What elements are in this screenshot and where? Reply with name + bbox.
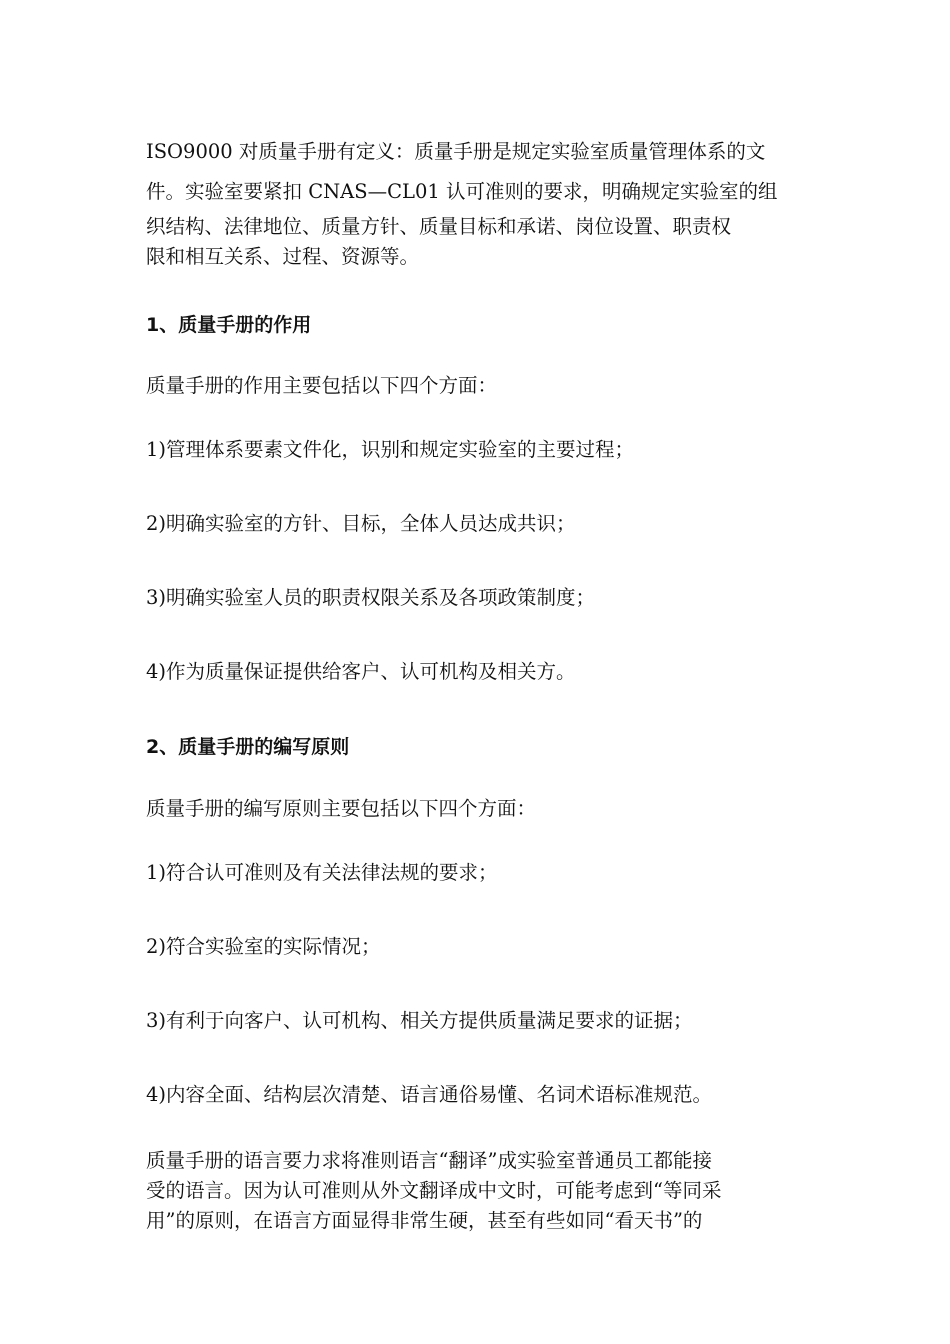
- section-1-item: 3)明确实验室人员的职责权限关系及各项政策制度；: [146, 586, 596, 609]
- section-1-heading: 1、质量手册的作用: [146, 314, 312, 336]
- closing-line: 受的语言。因为认可准则从外文翻译成中文时，可能考虑到“等同采: [146, 1179, 722, 1202]
- section-2-item: 3)有利于向客户、认可机构、相关方提供质量满足要求的证据；: [146, 1009, 693, 1032]
- section-1-item: 2)明确实验室的方针、目标，全体人员达成共识；: [146, 512, 576, 535]
- section-2-heading: 2、质量手册的编写原则: [146, 736, 350, 758]
- section-2-item: 4)内容全面、结构层次清楚、语言通俗易懂、名词术语标准规范。: [146, 1083, 713, 1106]
- section-2-item: 2)符合实验室的实际情况；: [146, 935, 381, 958]
- intro-paragraph: [146, 132, 810, 272]
- closing-line: 质量手册的语言要力求将准则语言“翻译”成实验室普通员工都能接: [146, 1149, 712, 1172]
- closing-line: 用”的原则，在语言方面显得非常生硬，甚至有些如同“看天书”的: [146, 1209, 703, 1232]
- section-2-lead: 质量手册的编写原则主要包括以下四个方面：: [146, 797, 537, 820]
- section-1-lead: 质量手册的作用主要包括以下四个方面：: [146, 374, 498, 397]
- section-1-item: 1)管理体系要素文件化，识别和规定实验室的主要过程；: [146, 438, 635, 461]
- closing-paragraph: [146, 1146, 810, 1236]
- intro-line: 件。实验室要紧扣 CNAS—CL01 认可准则的要求，明确规定实验室的组: [146, 180, 778, 203]
- intro-line: 织结构、法律地位、质量方针、质量目标和承诺、岗位设置、职责权: [146, 215, 732, 238]
- section-2-item: 1)符合认可准则及有关法律法规的要求；: [146, 861, 498, 884]
- intro-line: ISO9000 对质量手册有定义：质量手册是规定实验室质量管理体系的文: [146, 140, 766, 163]
- intro-line: 限和相互关系、过程、资源等。: [146, 245, 420, 268]
- section-1-item: 4)作为质量保证提供给客户、认可机构及相关方。: [146, 660, 576, 683]
